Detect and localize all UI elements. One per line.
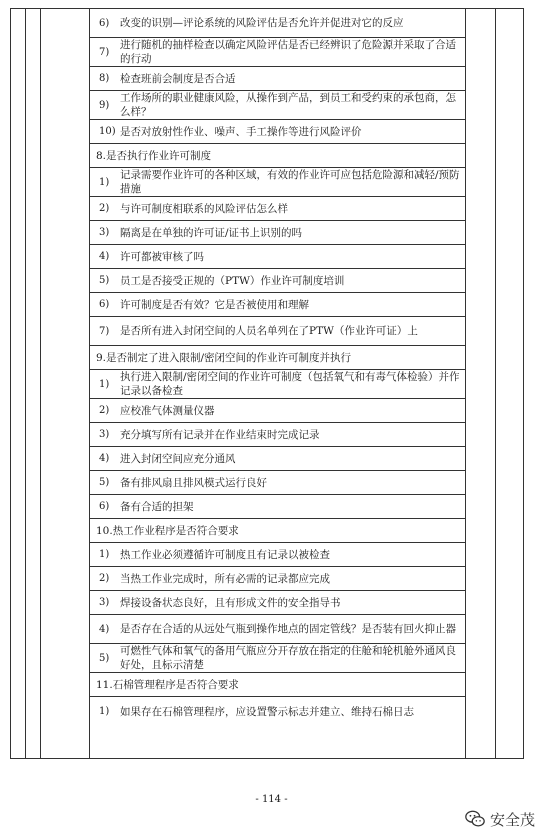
item-number: 7)	[99, 46, 110, 58]
item-text: 进行随机的抽样检查以确定风险评估是否已经辨识了危险源并采取了合适的行动	[120, 39, 456, 65]
item-text: 隔离是在单独的许可证/证书上识别的吗	[120, 226, 303, 239]
item-text: 是否对放射性作业、噪声、手工操作等进行风险评价	[120, 125, 362, 138]
checklist-row	[90, 9, 465, 38]
section-heading: 11.石棉管理程序是否符合要求	[96, 678, 239, 691]
item-text: 员工是否接受正规的（PTW）作业许可制度培训	[120, 274, 345, 287]
checklist-row	[90, 423, 465, 447]
checklist-row	[90, 644, 465, 673]
item-number: 3)	[99, 227, 110, 238]
checklist-table	[10, 8, 524, 759]
checklist-row	[90, 38, 465, 67]
item-number: 4)	[99, 251, 110, 262]
checklist-row	[90, 221, 465, 245]
checklist-row	[90, 495, 465, 519]
item-number: 5)	[99, 652, 110, 664]
item-number: 5)	[99, 275, 110, 286]
checklist-row	[90, 471, 465, 495]
item-text: 热工作业必须遵循许可制度且有记录以被检查	[120, 548, 330, 561]
item-text: 进入封闭空间应充分通风	[120, 452, 236, 465]
checklist-row	[90, 168, 465, 197]
item-number: 1)	[99, 378, 110, 390]
item-text: 充分填写所有记录并在作业结束时完成记录	[120, 428, 320, 441]
item-text: 焊接设备状态良好，且有形成文件的安全指导书	[120, 596, 341, 609]
section-heading-row	[90, 346, 465, 370]
item-text: 如果存在石棉管理程序，应设置警示标志并建立、维持石棉日志	[120, 705, 414, 718]
item-text: 记录需要作业许可的各种区域，有效的作业许可应包括危险源和减轻/预防措施	[120, 169, 460, 195]
item-number: 1)	[99, 706, 110, 717]
table-column-line	[25, 9, 26, 758]
section-heading-row	[90, 673, 465, 697]
item-number: 2)	[99, 203, 110, 214]
item-number: 10)	[99, 126, 116, 137]
item-text: 应校准气体测量仪器	[120, 404, 215, 417]
checklist-row	[90, 697, 465, 726]
item-number: 5)	[99, 477, 110, 488]
item-text: 执行进入限制/密闭空间的作业许可制度（包括氧气和有毒气体检验）并作记录以备检查	[120, 371, 460, 397]
brand-watermark	[464, 808, 535, 830]
section-heading-row	[90, 144, 465, 168]
item-number: 1)	[99, 176, 110, 188]
item-text: 备有排风扇且排风模式运行良好	[120, 476, 267, 489]
item-number: 3)	[99, 429, 110, 440]
item-text: 许可都被审核了吗	[120, 250, 204, 263]
table-column-line	[495, 9, 496, 758]
item-number: 8)	[99, 73, 110, 84]
item-number: 4)	[99, 453, 110, 464]
checklist-row	[90, 543, 465, 567]
section-heading-row	[90, 519, 465, 543]
item-number: 1)	[99, 549, 110, 560]
checklist-row	[90, 269, 465, 293]
wechat-icon	[464, 808, 486, 830]
item-text: 与许可制度相联系的风险评估怎么样	[120, 202, 288, 215]
checklist-row	[90, 615, 465, 644]
checklist-row	[90, 67, 465, 91]
table-column-line	[40, 9, 41, 758]
section-heading: 10.热工作业程序是否符合要求	[96, 524, 239, 537]
item-text: 是否所有进入封闭空间的人员名单列在了PTW（作业许可证）上	[120, 325, 418, 337]
item-number: 2)	[99, 405, 110, 416]
checklist-row	[90, 293, 465, 317]
checklist-row	[90, 370, 465, 399]
item-text: 工作场所的职业健康风险，从操作到产品，到员工和受约束的承包商，怎么样？	[120, 92, 456, 118]
item-number: 6)	[99, 501, 110, 512]
item-text: 检查班前会制度是否合适	[120, 72, 236, 85]
item-text: 改变的识别—评论系统的风险评估是否允许并促进对它的反应	[120, 17, 404, 29]
section-heading: 9.是否制定了进入限制/密闭空间的作业许可制度并执行	[96, 351, 352, 364]
checklist-row	[90, 197, 465, 221]
section-heading: 8.是否执行作业许可制度	[96, 149, 212, 162]
page-number: - 114 -	[255, 794, 288, 805]
checklist-row	[90, 245, 465, 269]
item-number: 7)	[99, 325, 110, 337]
item-text: 许可制度是否有效？它是否被使用和理解	[120, 298, 309, 311]
checklist-row	[90, 317, 465, 346]
item-text: 是否存在合适的从远处气瓶到操作地点的固定管线？是否装有回火抑止器	[120, 623, 456, 635]
checklist-row	[90, 591, 465, 615]
checklist-rows	[90, 9, 465, 726]
item-number: 6)	[99, 299, 110, 310]
item-number: 3)	[99, 597, 110, 608]
item-text: 可燃性气体和氧气的备用气瓶应分开存放在指定的住舱和轮机舱外通风良好处，且标示清楚	[120, 645, 456, 671]
item-number: 9)	[99, 99, 110, 111]
table-column-line	[465, 9, 466, 758]
item-number: 6)	[99, 17, 110, 29]
checklist-row	[90, 91, 465, 120]
brand-name: 安全茂	[489, 810, 535, 829]
item-number: 2)	[99, 573, 110, 584]
item-text: 当热工作业完成时，所有必需的记录都应完成	[120, 572, 330, 585]
checklist-row	[90, 120, 465, 144]
checklist-row	[90, 399, 465, 423]
checklist-row	[90, 447, 465, 471]
item-number: 4)	[99, 623, 110, 635]
checklist-row	[90, 567, 465, 591]
item-text: 备有合适的担架	[120, 500, 194, 513]
